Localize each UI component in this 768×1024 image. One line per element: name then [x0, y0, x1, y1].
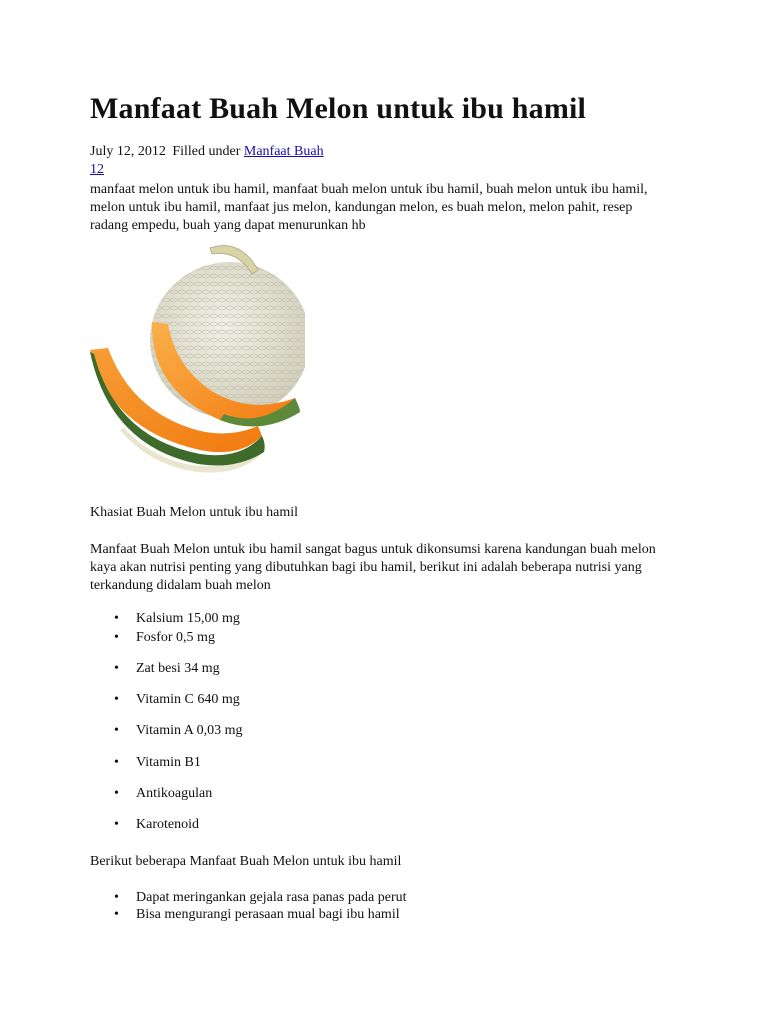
post-date: July 12, 2012 — [90, 144, 166, 159]
category-link[interactable]: Manfaat Buah — [243, 144, 324, 159]
list-item: • Bisa mengurangi perasaan mual bagi ibu hamil — [136, 907, 400, 923]
list-item: • Vitamin C 640 mg — [136, 692, 240, 708]
comment-count-link[interactable]: 12 — [90, 162, 104, 177]
list-item: • Kalsium 15,00 mg — [136, 611, 240, 627]
list-item: • Karotenoid — [136, 817, 199, 833]
filed-under-label: Filled under — [172, 144, 241, 159]
comment-count — [90, 162, 104, 178]
list-item: • Zat besi 34 mg — [136, 661, 220, 677]
post-meta — [90, 144, 324, 160]
section-heading: Khasiat Buah Melon untuk ibu hamil — [90, 505, 299, 520]
article-title: Manfaat Buah Melon untuk ibu hamil — [90, 92, 587, 125]
post-tags: manfaat melon untuk ibu hamil, manfaat buah melon untuk ibu hamil, buah melon untuk ibu hamil, melon untuk ibu hamil, manfaat jus melon, kandungan melon, es buah melon, melon pahit, resep radang empedu, buah yang dapat menurunkan hb — [90, 182, 648, 233]
intro-paragraph: Manfaat Buah Melon untuk ibu hamil sangat bagus untuk dikonsumsi karena kandungan buah melon kaya akan nutrisi penting yang dibutuhkan bagi ibu hamil, berikut ini adalah beberapa nutrisi yang terkandung didalam buah melon — [90, 542, 656, 593]
list-item: • Fosfor 0,5 mg — [136, 630, 215, 646]
list-item: • Dapat meringankan gejala rasa panas pada perut — [136, 890, 407, 906]
benefits-heading: Berikut beberapa Manfaat Buah Melon untuk ibu hamil — [90, 854, 402, 869]
list-item: • Vitamin B1 — [136, 755, 201, 771]
melon-image — [90, 240, 305, 490]
list-item: • Antikoagulan — [136, 786, 212, 802]
list-item: • Vitamin A 0,03 mg — [136, 723, 243, 739]
